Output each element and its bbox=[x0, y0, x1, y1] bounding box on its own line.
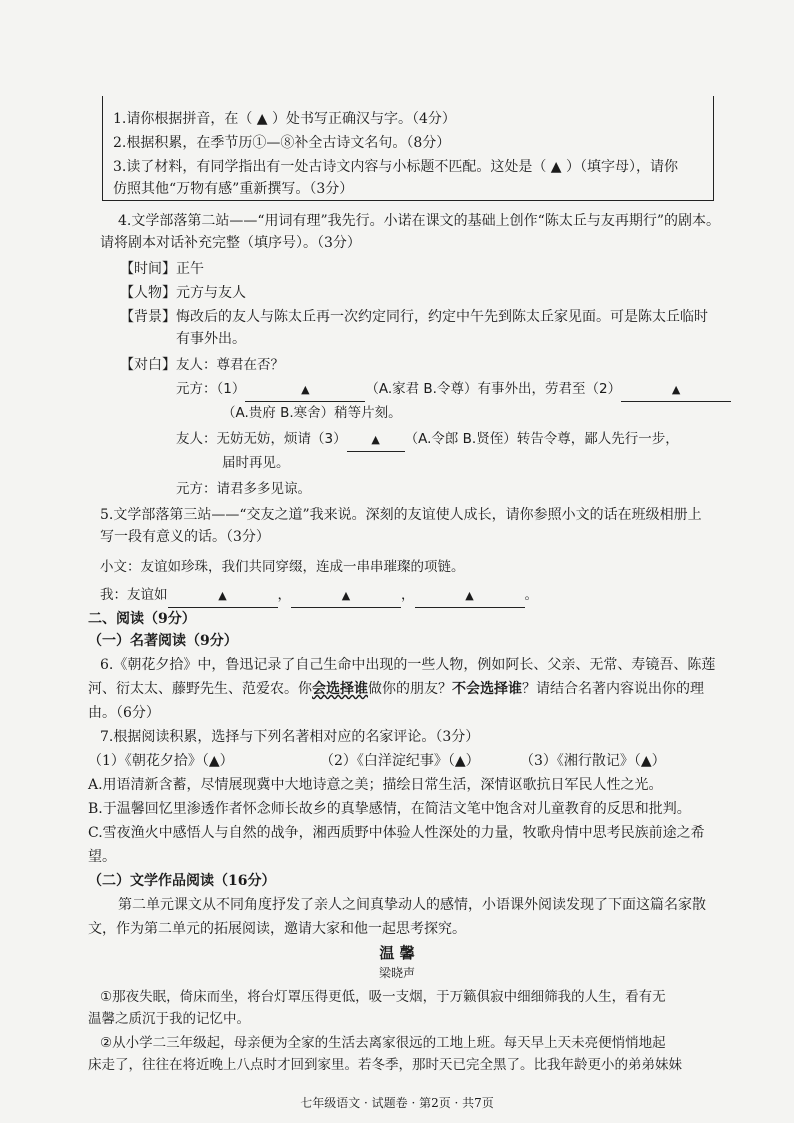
triangle-icon: ▲ bbox=[341, 589, 351, 602]
article-title: 温 馨 bbox=[379, 944, 415, 962]
q7-option-c-1: C.雪夜渔火中感悟人与自然的战争，湘西质野中体验人性深处的力量，牧歌舟情中思考民族前途之希 bbox=[88, 825, 705, 841]
background-label: 【背景】 bbox=[120, 309, 176, 325]
subsection-1-heading: （一）名著阅读（9分） bbox=[88, 633, 238, 649]
dialog-text: （A.令郎 B.贤侄）转告令尊，鄙人先行一步， bbox=[404, 431, 679, 447]
comma: ， bbox=[277, 587, 291, 603]
q4-dialog-5: 届时再见。 bbox=[222, 455, 290, 471]
article-p1-line-1: ①那夜失眠，倚床而坐，将台灯罩压得更低，吸一支烟，于万籁俱寂中细细筛我的人生，看有无 bbox=[100, 989, 666, 1005]
comma: ， bbox=[401, 587, 415, 603]
triangle-icon: ▲ bbox=[671, 383, 681, 396]
q6-line-1: 6.《朝花夕拾》中，鲁迅记录了自己生命中出现的一些人物，例如阿长、父亲、无常、寿镜吾、陈莲 bbox=[100, 657, 716, 673]
triangle-icon: ▲ bbox=[301, 383, 310, 396]
q7-option-b: B.于温馨回忆里渗透作者怀念师长故乡的真挚感情，在简洁文笔中饱含对儿童教育的反思和批判。 bbox=[88, 801, 691, 817]
answer-blank-2[interactable] bbox=[621, 378, 731, 402]
q6-text: ？请结合名著内容说出你的理 bbox=[522, 681, 704, 697]
question-2: 2.根据积累，在季节历①—⑧补全古诗文名句。（8分） bbox=[113, 135, 451, 151]
question-3-line-1: 3.读了材料，有同学指出有一处古诗文内容与小标题不匹配。这处是（ ▲ ）（填字母），请你 bbox=[113, 159, 679, 175]
article-p2-line-2: 床走了，往往在将近晚上八点时才回到家里。若冬季，那时天已完全黑了。比我年龄更小的弟弟妹妹 bbox=[88, 1057, 682, 1073]
triangle-icon: ▲ bbox=[218, 589, 227, 602]
q6-text: 河、衍太太、藤野先生、范爱农。你 bbox=[88, 681, 312, 697]
people-value: 元方与友人 bbox=[176, 285, 246, 301]
q4-people bbox=[120, 282, 246, 304]
q4-dialog-6: 元方：请君多多见谅。 bbox=[176, 481, 311, 497]
dialog-line: 友人：尊君在否？ bbox=[176, 357, 284, 373]
q7-option-c-2: 望。 bbox=[88, 849, 116, 865]
answer-blank-3[interactable] bbox=[347, 428, 405, 452]
q4-background-2: 有事外出。 bbox=[176, 331, 246, 347]
question-box bbox=[102, 96, 714, 201]
section-2-heading: 二、阅读（9分） bbox=[88, 611, 196, 627]
q5-answer-line bbox=[100, 584, 538, 608]
lit-intro-1: 第二单元课文从不同角度抒发了亲人之间真挚动人的感情，小语课外阅读发现了下面这篇名家散 bbox=[118, 897, 706, 913]
question-1: 1.请你根据拼音，在（ ▲ ）处书写正确汉与字。（4分） bbox=[113, 111, 456, 127]
background-text: 悔改后的友人与陈太丘再一次约定同行，约定中午先到陈太丘家见面。可是陈太丘临时 bbox=[176, 309, 708, 325]
time-value: 正午 bbox=[176, 261, 204, 277]
triangle-icon: ▲ bbox=[465, 589, 474, 602]
period: 。 bbox=[524, 587, 538, 603]
dialog-text: （A.家君 B.令尊）有事外出，劳君至（2） bbox=[365, 381, 622, 397]
q4-intro-1: 4.文学部落第二站——“用词有理”我先行。小诺在课文的基础上创作“陈太丘与友再期行”的剧本。 bbox=[118, 213, 720, 229]
q4-dialog-1 bbox=[120, 354, 284, 376]
q6-line-2 bbox=[88, 678, 704, 700]
question-3-line-2: 仿照其他“万物有感”重新撰写。（3分） bbox=[113, 181, 354, 197]
q6-emphasis-2: 不会选择谁 bbox=[452, 681, 522, 697]
triangle-icon: ▲ bbox=[371, 433, 380, 446]
time-label: 【时间】 bbox=[120, 261, 176, 277]
q4-background-1 bbox=[120, 306, 708, 328]
answer-blank-1[interactable] bbox=[245, 378, 365, 402]
q4-dialog-2 bbox=[176, 378, 731, 402]
article-p2-line-1: ②从小学二三年级起，母亲便为全家的生活去离家很远的工地上班。每天早上天未亮便悄悄地起 bbox=[100, 1035, 666, 1051]
q5-line-2: 写一段有意义的话。（3分） bbox=[100, 529, 270, 545]
dialog-text: 友人：无妨无妨，烦请（3） bbox=[176, 431, 347, 447]
q5-line-1: 5.文学部落第三站——“交友之道”我来说。深刻的友谊使人成长，请你参照小文的话在班级相册上 bbox=[100, 507, 702, 523]
q6-text: 做你的朋友？ bbox=[368, 681, 452, 697]
lit-intro-2: 文，作为第二单元的拓展阅读，邀请大家和他一起思考探究。 bbox=[88, 921, 466, 937]
page-footer: 七年级语文 · 试题卷 · 第2页 · 共7页 bbox=[300, 1096, 494, 1110]
q4-dialog-3: （A.贵府 B.寒舍）稍等片刻。 bbox=[222, 405, 402, 421]
q7-book-1: （1）《朝花夕拾》（▲） bbox=[88, 753, 234, 769]
people-label: 【人物】 bbox=[120, 285, 176, 301]
q7-book-2: （2）《白洋淀纪事》（▲） bbox=[320, 753, 480, 769]
answer-blank-4[interactable] bbox=[168, 584, 278, 608]
answer-blank-5[interactable] bbox=[291, 584, 401, 608]
dialog-text: 元方：（1） bbox=[176, 381, 246, 397]
q4-time bbox=[120, 258, 204, 280]
q7-book-3: （3）《湘行散记》（▲） bbox=[520, 753, 666, 769]
q6-line-3: 由。（6分） bbox=[88, 705, 160, 721]
me-label: 我：友谊如 bbox=[100, 587, 168, 603]
article-p1-line-2: 温馨之质沉于我的记忆中。 bbox=[88, 1011, 250, 1027]
q7-line-1: 7.根据阅读积累，选择与下列名著相对应的名家评论。（3分） bbox=[100, 729, 480, 745]
q4-dialog-4 bbox=[176, 428, 679, 452]
answer-blank-6[interactable] bbox=[415, 584, 525, 608]
dialog-label: 【对白】 bbox=[120, 357, 176, 373]
q6-emphasis-1: 会选择谁 bbox=[312, 681, 368, 697]
article-author: 梁晓声 bbox=[378, 966, 415, 980]
q5-xiaowen: 小文：友谊如珍珠，我们共同穿缀，连成一串串璀璨的项链。 bbox=[100, 559, 465, 575]
subsection-2-heading: （二）文学作品阅读（16分） bbox=[88, 873, 276, 889]
q4-intro-2: 请将剧本对话补充完整（填序号）。（3分） bbox=[100, 235, 361, 251]
q7-option-a: A.用语清新含蓄，尽情展现冀中大地诗意之美；描绘日常生活，深情讴歌抗日军民人性之光。 bbox=[88, 777, 663, 793]
